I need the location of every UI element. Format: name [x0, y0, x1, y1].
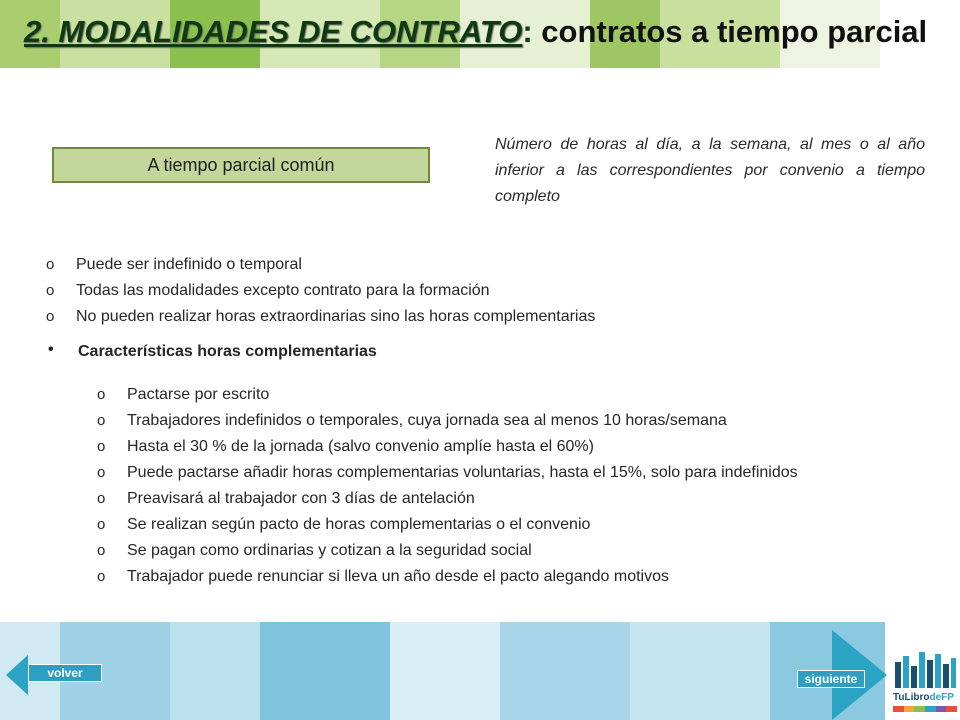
section-label: 2. MODALIDADES DE CONTRATO	[24, 14, 523, 49]
banner-stripe	[630, 622, 770, 720]
complementary-list	[97, 382, 870, 590]
list-item: o Trabajador puede renunciar si lleva un año desde el pacto alegando motivos	[97, 564, 870, 590]
list-item: o Hasta el 30 % de la jornada (salvo convenio amplíe hasta el 60%)	[97, 434, 870, 460]
list-item: o Se pagan como ordinarias y cotizan a la seguridad social	[97, 538, 870, 564]
books-logo-icon	[893, 648, 957, 688]
list-item: o Preavisará al trabajador con 3 días de antelación	[97, 486, 870, 512]
list-item: o Se realizan según pacto de horas complementarias o el convenio	[97, 512, 870, 538]
list-item: o No pueden realizar horas extraordinarias sino las horas complementarias	[46, 304, 916, 330]
banner-stripe	[390, 622, 500, 720]
circle-bullet-icon: o	[97, 464, 106, 481]
circle-bullet-icon: o	[97, 568, 106, 585]
list-item: o Puede ser indefinido o temporal	[46, 252, 916, 278]
circle-bullet-icon: o	[97, 542, 106, 559]
page-title	[24, 14, 927, 50]
circle-bullet-icon: o	[97, 438, 106, 455]
page-subtitle: contratos a tiempo parcial	[541, 14, 928, 49]
definition-text: Número de horas al día, a la semana, al mes o al año inferior a las correspondientes por convenio a tiempo completo	[495, 136, 925, 205]
banner-stripe	[260, 622, 390, 720]
circle-bullet-icon: o	[46, 282, 55, 299]
title-colon: :	[522, 14, 533, 49]
list-item: o Puede pactarse añadir horas complementarias voluntarias, hasta el 15%, solo para indefinidos	[97, 460, 870, 486]
bullet-dot-icon: •	[48, 341, 54, 358]
tulibrodefp-logo	[893, 648, 957, 716]
circle-bullet-icon: o	[97, 412, 106, 429]
logo-text: TuLibrodeFP	[893, 692, 954, 703]
circle-bullet-icon: o	[97, 490, 106, 507]
circle-bullet-icon: o	[46, 256, 55, 273]
list-item: o Trabajadores indefinidos o temporales, cuya jornada sea al menos 10 horas/semana	[97, 408, 870, 434]
complementary-heading: • Características horas complementarias	[48, 341, 377, 360]
circle-bullet-icon: o	[46, 308, 55, 325]
back-button[interactable]: volver	[28, 664, 102, 682]
general-points-list	[46, 252, 916, 330]
next-button[interactable]: siguiente	[797, 670, 865, 688]
contract-type-label: A tiempo parcial común	[147, 154, 335, 175]
banner-stripe	[170, 622, 260, 720]
bottom-banner	[0, 622, 885, 720]
back-arrow-icon[interactable]	[6, 655, 28, 695]
circle-bullet-icon: o	[97, 516, 106, 533]
banner-stripe	[500, 622, 630, 720]
list-item: o Todas las modalidades excepto contrato para la formación	[46, 278, 916, 304]
list-item: o Pactarse por escrito	[97, 382, 870, 408]
circle-bullet-icon: o	[97, 386, 106, 403]
contract-type-box	[52, 147, 430, 183]
logo-color-strip	[893, 706, 957, 712]
